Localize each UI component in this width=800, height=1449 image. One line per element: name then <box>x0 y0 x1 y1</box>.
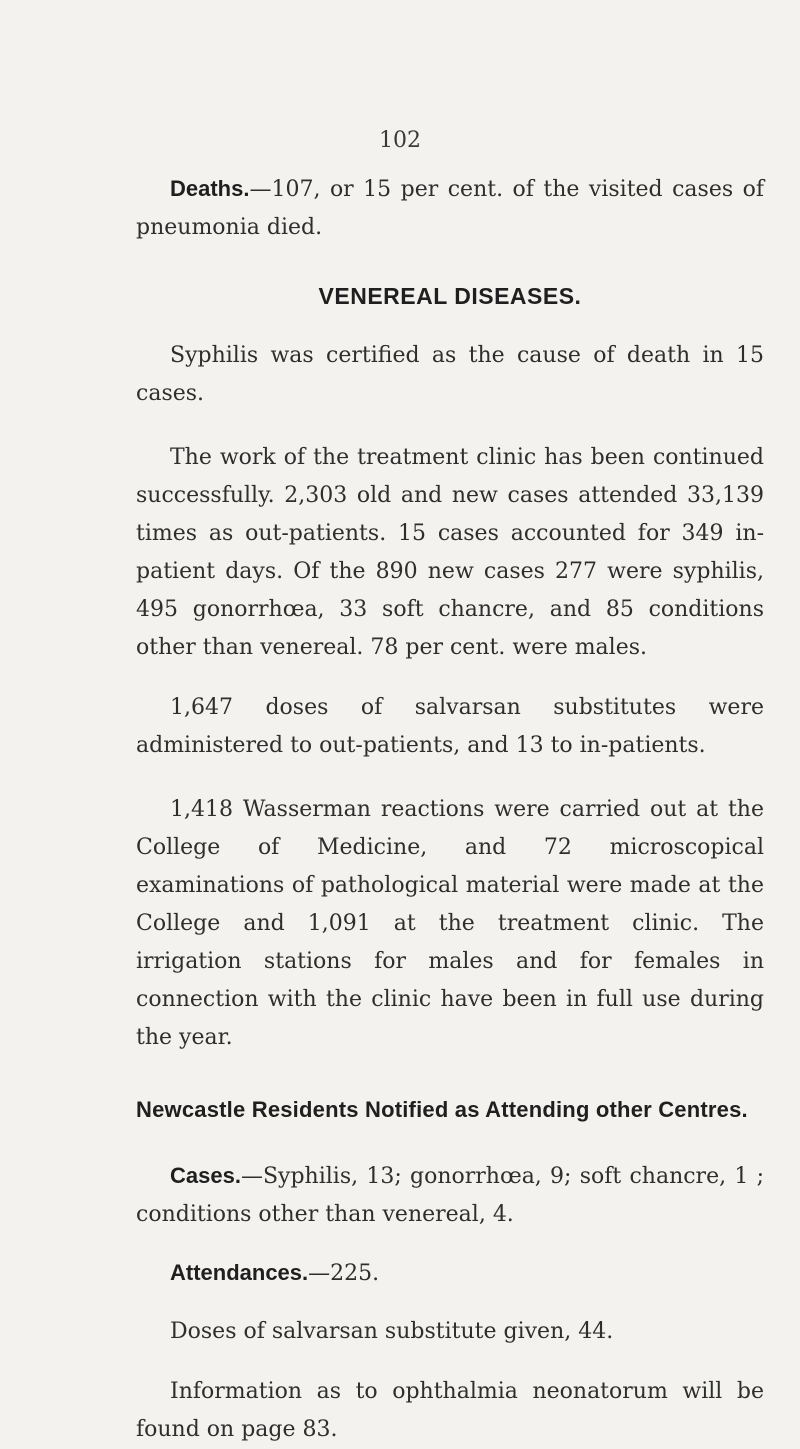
salvarsan-paragraph: 1,647 doses of salvarsan substitutes were administered to out-patients, and 13 to in-patients. <box>136 695 764 758</box>
wasserman-paragraph: 1,418 Wasserman reactions were carried out at the College of Medicine, and 72 microscopical examinations of pathological material were made at the College and 1,091 at the treatment clinic. The irrigation stations for males and for females in connection with the clinic have been in full use during the year. <box>136 797 764 1050</box>
newcastle-residents-heading: Newcastle Residents Notified as Attending other Centres. <box>136 1097 748 1122</box>
deaths-paragraph <box>136 170 764 247</box>
syphilis-certified-paragraph: Syphilis was certified as the cause of death in 15 cases. <box>136 343 764 406</box>
deaths-label: Deaths. <box>170 176 250 201</box>
attendances-paragraph <box>136 1254 764 1293</box>
deaths-text: —107, or 15 per cent. of the visited cases of pneumonia died. <box>136 177 764 240</box>
page-number: 102 <box>379 128 421 153</box>
cases-label: Cases. <box>170 1163 241 1188</box>
cases-text: —Syphilis, 13; gonorrhœa, 9; soft chancre, 1 ; conditions other than venereal, 4. <box>136 1164 764 1227</box>
attendances-text: —225. <box>308 1261 380 1286</box>
attendances-label: Attendances. <box>170 1260 309 1285</box>
doses-paragraph: Doses of salvarsan substitute given, 44. <box>170 1319 614 1344</box>
venereal-diseases-heading: VENEREAL DISEASES. <box>318 283 582 309</box>
treatment-clinic-paragraph: The work of the treatment clinic has been continued successfully. 2,303 old and new cases attended 33,139 times as out-patients. 15 cases accounted for 349 in-patient days. Of the 890 new cases 277 were syphilis, 495 gonorrhœa, 33 soft chancre, and 85 conditions other than venereal. 78 per cent. were males. <box>136 445 764 660</box>
information-paragraph: Information as to ophthalmia neonatorum will be found on page 83. <box>136 1379 764 1442</box>
cases-paragraph <box>136 1157 764 1234</box>
page-body <box>136 170 764 1449</box>
